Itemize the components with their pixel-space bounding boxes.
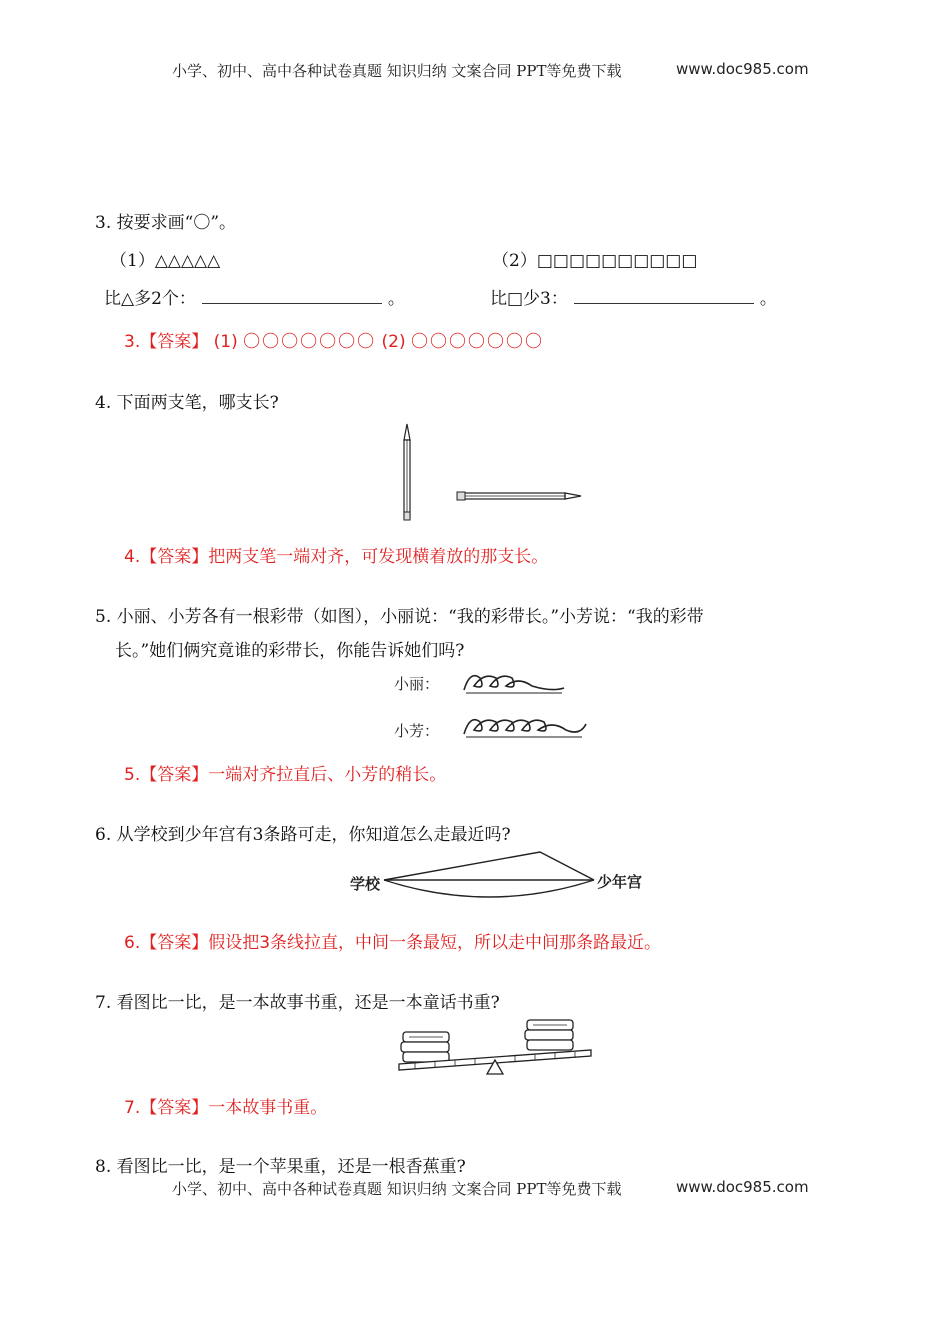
ribbon-xiaofang-icon <box>462 712 592 742</box>
q3-answer <box>124 327 544 352</box>
q3-answer-p2-label: (2) <box>381 332 406 352</box>
q3-part2-prompt: 比□少3： <box>490 289 568 309</box>
q5-answer-text: 一端对齐拉直后、小芳的稍长。 <box>208 765 447 785</box>
q3-part2: （2）□□□□□□□□□□ <box>492 251 698 271</box>
q4-answer-text: 把两支笔一端对齐，可发现横着放的那支长。 <box>208 547 549 567</box>
q3-title: 3. 按要求画“〇”。 <box>95 213 237 233</box>
q3-part1-prompt: 比△多2个： <box>104 289 196 309</box>
q3-end-2: 。 <box>759 289 777 309</box>
q6-label-school: 学校 <box>350 875 381 893</box>
q3-end-1: 。 <box>387 289 405 309</box>
routes-figure <box>380 848 600 900</box>
q5-title-line2: 长。”她们俩究竟谁的彩带长，你能告诉她们吗? <box>115 641 465 661</box>
vertical-pencil-icon <box>404 424 410 520</box>
q5-answer-tag: 5.【答案】 <box>124 765 209 785</box>
q6-answer-text: 假设把3条线拉直，中间一条最短，所以走中间那条路最近。 <box>208 933 662 953</box>
q5-title-line1: 5. 小丽、小芳各有一根彩带（如图），小丽说：“我的彩带长。”小芳说：“我的彩带 <box>95 607 704 627</box>
q3-answer-p1: 〇〇〇〇〇〇〇 <box>243 332 377 352</box>
q5-label-xiaoli: 小丽： <box>394 675 440 693</box>
pencils-figure <box>395 420 595 530</box>
q3-blank-2[interactable] <box>574 289 754 304</box>
balance-scale-figure <box>395 1018 595 1078</box>
q4-answer <box>124 542 548 567</box>
q7-answer <box>124 1093 327 1118</box>
q8-title: 8. 看图比一比，是一个苹果重，还是一根香蕉重? <box>95 1157 466 1177</box>
storybook-icon <box>401 1032 449 1062</box>
q4-answer-tag: 4.【答案】 <box>124 547 209 567</box>
q3-answer-p1-label: (1) <box>213 332 238 352</box>
q3-answer-p2: 〇〇〇〇〇〇〇 <box>411 332 545 352</box>
q3-part1: （1）△△△△△ <box>110 251 221 271</box>
q6-title: 6. 从学校到少年宫有3条路可走，你知道怎么走最近吗? <box>95 825 511 845</box>
q3-answer-tag: 3.【答案】 <box>124 332 209 352</box>
footer-text: 小学、初中、高中各种试卷真题 知识归纳 文案合同 PPT等免费下载 <box>172 1180 622 1198</box>
q6-label-palace: 少年宫 <box>597 873 643 891</box>
q7-answer-text: 一本故事书重。 <box>208 1098 328 1118</box>
route-bottom <box>384 880 594 897</box>
header-url: www.doc985.com <box>676 60 809 78</box>
q3-part1-line <box>104 284 405 309</box>
q5-answer <box>124 760 446 785</box>
header-text: 小学、初中、高中各种试卷真题 知识归纳 文案合同 PPT等免费下载 <box>172 62 622 80</box>
q3-part2-line <box>490 284 777 309</box>
q6-answer-tag: 6.【答案】 <box>124 933 209 953</box>
q7-answer-tag: 7.【答案】 <box>124 1098 209 1118</box>
route-top <box>384 852 594 880</box>
horizontal-pencil-icon <box>457 492 581 500</box>
fairytale-book-icon <box>525 1020 573 1050</box>
q4-title: 4. 下面两支笔，哪支长? <box>95 393 279 413</box>
footer-url: www.doc985.com <box>676 1178 809 1196</box>
q3-blank-1[interactable] <box>202 289 382 304</box>
q6-answer <box>124 928 661 953</box>
ribbon-xiaoli-icon <box>462 668 572 698</box>
q7-title: 7. 看图比一比，是一本故事书重，还是一本童话书重? <box>95 993 500 1013</box>
q5-label-xiaofang: 小芳： <box>394 722 440 740</box>
